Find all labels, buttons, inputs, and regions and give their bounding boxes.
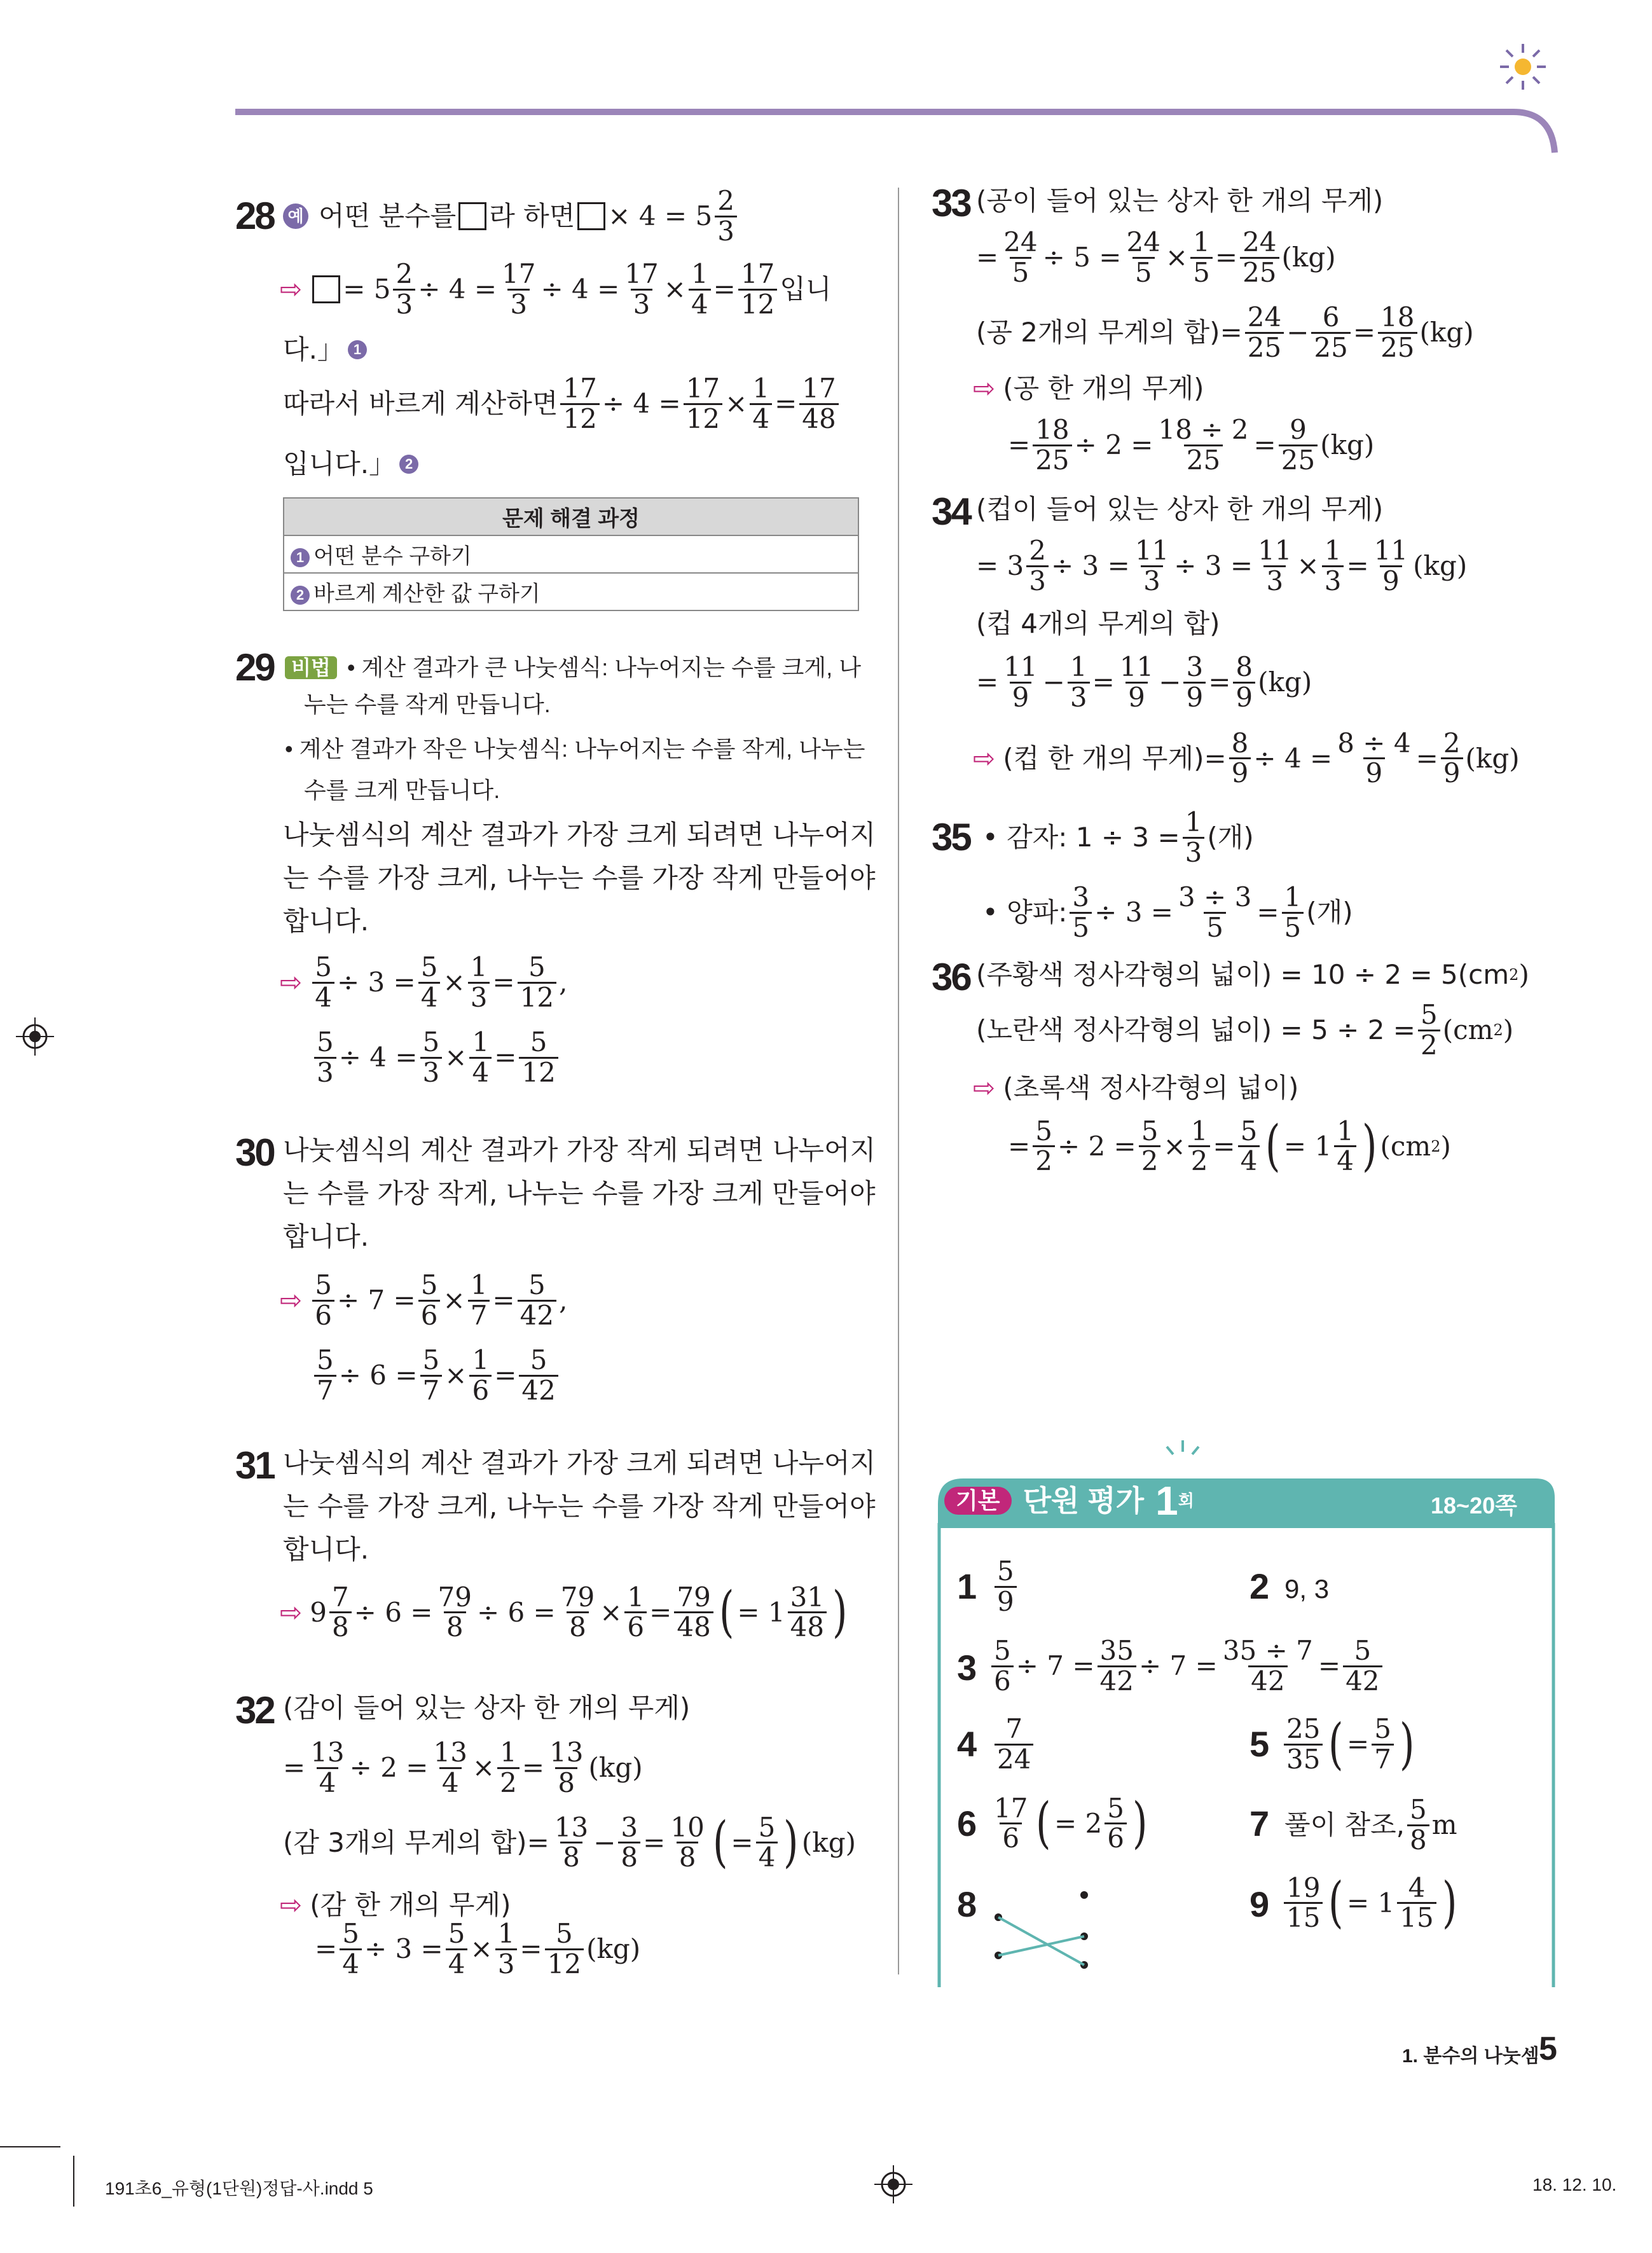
problem-number: 31: [235, 1444, 274, 1487]
problem-number: 35: [932, 816, 970, 858]
tip-badge: 비법: [285, 656, 337, 679]
basic-badge: 기본: [944, 1487, 1012, 1515]
blank-box: [577, 202, 605, 230]
problem-number: 33: [932, 182, 970, 224]
problem-number: 36: [932, 956, 970, 998]
answer-number: 1: [957, 1566, 975, 1606]
arrow-icon: ⇨: [973, 373, 996, 404]
answer-number: 8: [957, 1884, 975, 1924]
arrow-icon: ⇨: [973, 742, 996, 774]
crop-mark: [73, 2156, 74, 2207]
answer-number: 6: [957, 1803, 975, 1843]
problem-number: 34: [932, 490, 970, 533]
crop-mark: [0, 2146, 60, 2147]
example-badge: 예: [283, 203, 308, 229]
problem-number: 28: [235, 195, 274, 237]
chapter-label: 1. 분수의 나눗셈: [1402, 2046, 1539, 2067]
answer-number: 9: [1249, 1884, 1268, 1924]
fraction: 2 3: [715, 187, 737, 245]
problem-number: 32: [235, 1689, 274, 1732]
arrow-icon: ⇨: [280, 1889, 303, 1920]
print-date: 18. 12. 10.: [1532, 2175, 1617, 2194]
matching-lines-diagram: [992, 1885, 1106, 1981]
sun-icon: [1497, 41, 1548, 92]
page-range: 18~20쪽: [1431, 1492, 1517, 1519]
answer-number: 7: [1249, 1803, 1268, 1843]
blank-box: [458, 202, 486, 230]
arrow-icon: ⇨: [280, 967, 303, 998]
arrow-icon: ⇨: [280, 273, 303, 305]
answer-number: 5: [1249, 1724, 1268, 1764]
section-title: 단원 평가: [1022, 1484, 1145, 1517]
registration-mark-icon: [874, 2165, 912, 2203]
header-rule: [0, 0, 1652, 165]
answer-number: 4: [957, 1724, 975, 1764]
step-1-marker: 1: [348, 340, 367, 359]
blank-box: [312, 275, 340, 303]
registration-mark-icon: [16, 1017, 54, 1056]
arrow-icon: ⇨: [280, 1596, 303, 1628]
answer-number: 3: [957, 1648, 975, 1688]
page-number: 5: [1539, 2030, 1557, 2067]
solution-process-table: 문제 해결 과정 1 어떤 분수 구하기 2 바르게 계산한 값 구하기: [283, 497, 859, 611]
answer-number: 2: [1249, 1566, 1268, 1606]
file-name: 191초6_유형(1단원)정답-사.indd 5: [105, 2179, 373, 2198]
problem-number: 30: [235, 1131, 274, 1174]
column-divider: [898, 188, 899, 1974]
problem-number: 29: [235, 646, 274, 689]
arrow-icon: ⇨: [973, 1072, 996, 1103]
arrow-icon: ⇨: [280, 1285, 303, 1316]
step-2-marker: 2: [399, 455, 418, 474]
